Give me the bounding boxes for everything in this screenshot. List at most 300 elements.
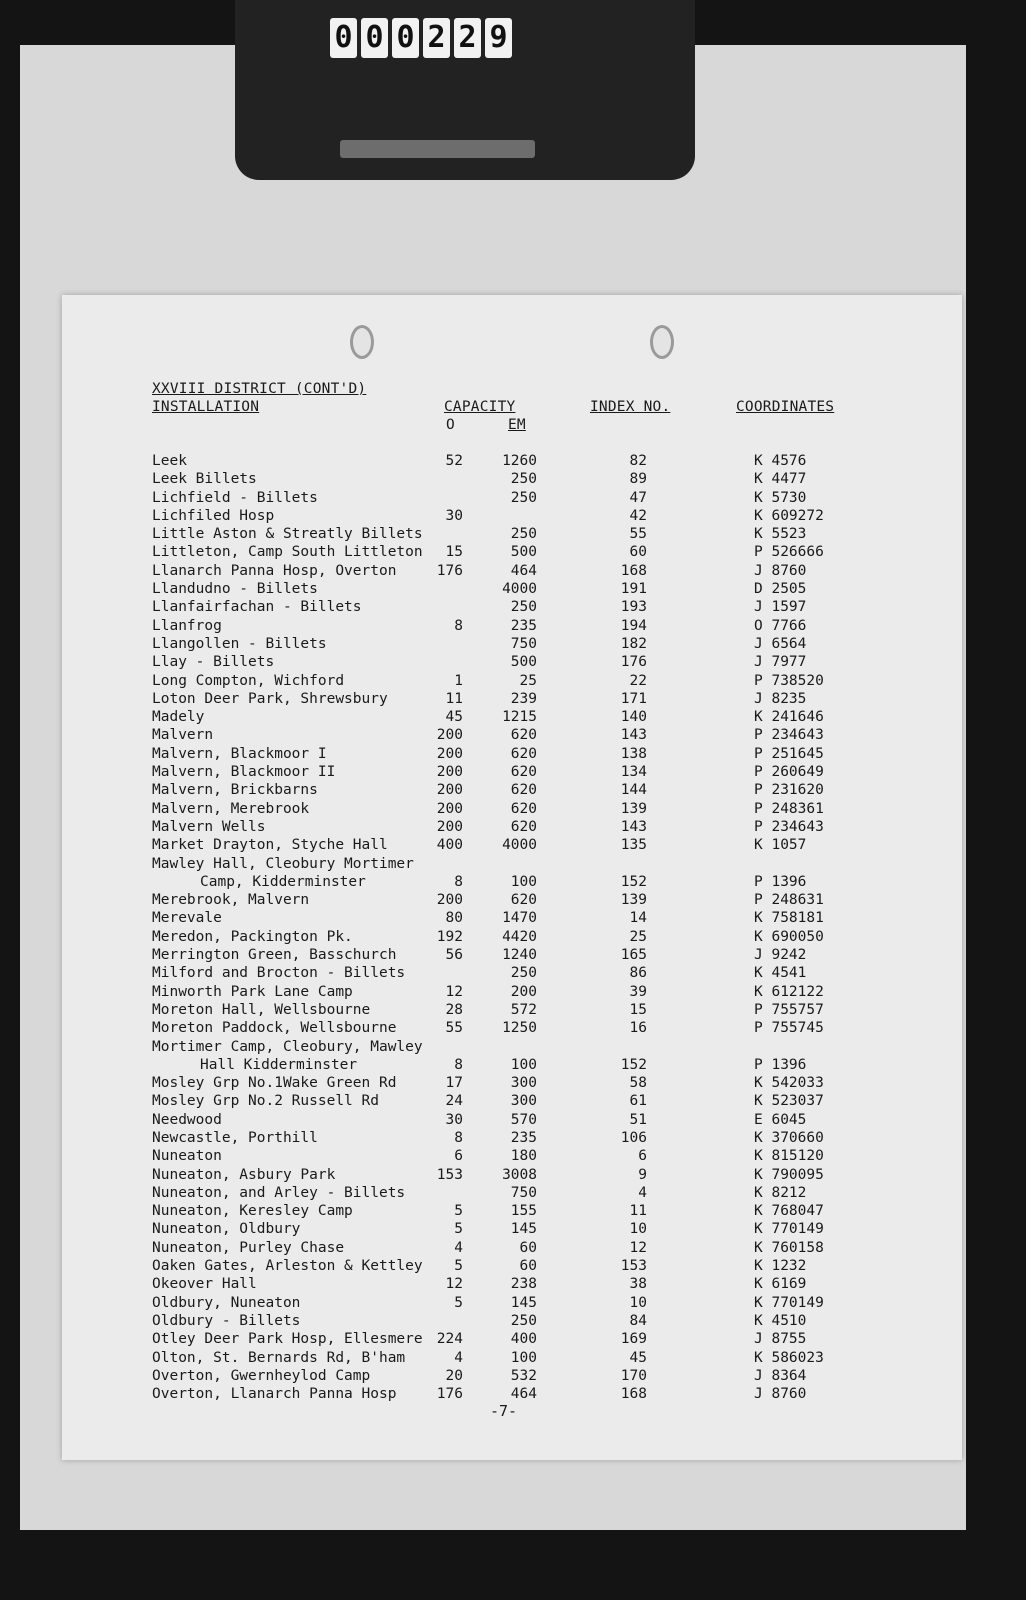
counter-digit: 2: [423, 18, 450, 58]
index-no: 39: [629, 983, 647, 1000]
installation-name: Nuneaton, Keresley Camp: [152, 1203, 353, 1220]
capacity-o: 30: [445, 1111, 463, 1128]
table-row: [62, 691, 962, 709]
coordinates: P 1396: [754, 1056, 807, 1073]
index-no: 171: [620, 690, 647, 707]
installation-name: Merrington Green, Basschurch: [152, 947, 397, 964]
coordinates: J 8755: [754, 1331, 807, 1348]
installation-name: Nuneaton, Oldbury: [152, 1221, 301, 1238]
index-no: 82: [629, 453, 647, 469]
table-row: [62, 1240, 962, 1258]
capacity-em: 572: [510, 1001, 537, 1018]
capacity-o: 17: [445, 1075, 463, 1092]
table-row: [62, 947, 962, 965]
index-no: 86: [629, 965, 647, 982]
capacity-em: 500: [510, 544, 537, 561]
capacity-em: 620: [510, 800, 537, 817]
table-row: [62, 837, 962, 855]
document-page: [62, 295, 962, 1460]
capacity-em: 620: [510, 818, 537, 835]
installation-name: Mosley Grp No.2 Russell Rd: [152, 1093, 379, 1110]
index-no: 42: [629, 507, 647, 524]
coordinates: P 234643: [754, 727, 824, 744]
index-no: 15: [629, 1001, 647, 1018]
capacity-em: 25: [519, 672, 537, 689]
coordinates: K 770149: [754, 1294, 824, 1311]
coordinates: P 755745: [754, 1020, 824, 1037]
table-row: [62, 1020, 962, 1038]
table-row: [62, 984, 962, 1002]
header-index-no: INDEX NO.: [590, 399, 671, 415]
capacity-em: 60: [519, 1239, 537, 1256]
coordinates: K 586023: [754, 1349, 824, 1366]
installation-name: Mortimer Camp, Cleobury, Mawley: [152, 1038, 423, 1055]
capacity-em: 250: [510, 599, 537, 616]
capacity-em: 145: [510, 1294, 537, 1311]
index-no: 152: [620, 1056, 647, 1073]
capacity-o: 8: [454, 617, 463, 634]
coordinates: K 690050: [754, 928, 824, 945]
installation-name: Malvern, Blackmoor II: [152, 764, 336, 781]
coordinates: K 815120: [754, 1148, 824, 1165]
table-row: [62, 1221, 962, 1239]
coordinates: K 612122: [754, 983, 824, 1000]
index-no: 55: [629, 526, 647, 543]
clip-slot: [340, 140, 535, 158]
installation-name: Minworth Park Lane Camp: [152, 983, 353, 1000]
index-no: 16: [629, 1020, 647, 1037]
capacity-o: 400: [436, 837, 463, 854]
coordinates: P 260649: [754, 764, 824, 781]
coordinates: K 5523: [754, 526, 807, 543]
installation-name: Otley Deer Park Hosp, Ellesmere: [152, 1331, 423, 1348]
index-no: 144: [620, 782, 647, 799]
capacity-o: 8: [454, 873, 463, 890]
capacity-o: 176: [436, 1386, 463, 1403]
coordinates: J 8235: [754, 690, 807, 707]
coordinates: K 760158: [754, 1239, 824, 1256]
capacity-em: 100: [510, 1056, 537, 1073]
capacity-o: 56: [445, 947, 463, 964]
table-row: [62, 654, 962, 672]
coordinates: K 523037: [754, 1093, 824, 1110]
index-no: 4: [638, 1184, 647, 1201]
installation-name: Nuneaton: [152, 1148, 222, 1165]
coordinates: P 755757: [754, 1001, 824, 1018]
capacity-em: 750: [510, 635, 537, 652]
table-row: [62, 618, 962, 636]
installation-name: Llanfrog: [152, 617, 222, 634]
capacity-em: 145: [510, 1221, 537, 1238]
capacity-em: 250: [510, 1312, 537, 1329]
installation-name: Oldbury - Billets: [152, 1312, 301, 1329]
capacity-em: 4000: [502, 837, 537, 854]
coordinates: K 1057: [754, 837, 807, 854]
index-no: 6: [638, 1148, 647, 1165]
table-row: [62, 709, 962, 727]
installation-name: Leek Billets: [152, 471, 257, 488]
coordinates: K 1232: [754, 1258, 807, 1275]
index-no: 143: [620, 818, 647, 835]
table-row: [62, 1167, 962, 1185]
capacity-o: 200: [436, 892, 463, 909]
capacity-em: 4420: [502, 928, 537, 945]
table-row: [62, 856, 962, 874]
index-no: 169: [620, 1331, 647, 1348]
table-row: [62, 1295, 962, 1313]
coordinates: P 231620: [754, 782, 824, 799]
capacity-o: 11: [445, 690, 463, 707]
capacity-o: 200: [436, 800, 463, 817]
capacity-o: 12: [445, 1276, 463, 1293]
capacity-o: 6: [454, 1148, 463, 1165]
installation-name: Overton, Llanarch Panna Hosp: [152, 1386, 397, 1403]
table-row: [62, 673, 962, 691]
table-row: [62, 1057, 962, 1075]
capacity-o: 55: [445, 1020, 463, 1037]
index-no: 153: [620, 1258, 647, 1275]
capacity-o: 45: [445, 709, 463, 726]
installation-name: Malvern, Merebrook: [152, 800, 310, 817]
coordinates: K 5730: [754, 489, 807, 506]
capacity-o: 153: [436, 1166, 463, 1183]
index-no: 45: [629, 1349, 647, 1366]
capacity-em: 1470: [502, 910, 537, 927]
index-no: 38: [629, 1276, 647, 1293]
installation-name: Leek: [152, 453, 187, 469]
capacity-em: 1260: [502, 453, 537, 469]
coordinates: P 234643: [754, 818, 824, 835]
index-no: 58: [629, 1075, 647, 1092]
installation-name: Malvern, Brickbarns: [152, 782, 318, 799]
capacity-em: 750: [510, 1184, 537, 1201]
installation-name: Hall Kidderminster: [200, 1056, 358, 1073]
table-row: [62, 526, 962, 544]
installation-name: Little Aston & Streatly Billets: [152, 526, 423, 543]
capacity-o: 224: [436, 1331, 463, 1348]
coordinates: K 790095: [754, 1166, 824, 1183]
installation-name: Newcastle, Porthill: [152, 1129, 318, 1146]
counter-digit: 0: [392, 18, 419, 58]
table-row: [62, 1112, 962, 1130]
index-no: 170: [620, 1367, 647, 1384]
index-no: 138: [620, 745, 647, 762]
capacity-o: 5: [454, 1203, 463, 1220]
capacity-o: 176: [436, 562, 463, 579]
installation-name: Malvern Wells: [152, 818, 266, 835]
coordinates: P 526666: [754, 544, 824, 561]
counter-digit: 0: [361, 18, 388, 58]
capacity-em: 300: [510, 1075, 537, 1092]
counter-digit: 2: [454, 18, 481, 58]
capacity-em: 180: [510, 1148, 537, 1165]
installation-name: Oaken Gates, Arleston & Kettley: [152, 1258, 423, 1275]
capacity-em: 238: [510, 1276, 537, 1293]
installation-name: Llangollen - Billets: [152, 635, 327, 652]
capacity-o: 80: [445, 910, 463, 927]
index-no: 194: [620, 617, 647, 634]
index-no: 14: [629, 910, 647, 927]
table-row: [62, 1258, 962, 1276]
index-no: 143: [620, 727, 647, 744]
installation-name: Nuneaton, and Arley - Billets: [152, 1184, 406, 1201]
coordinates: K 768047: [754, 1203, 824, 1220]
installation-table: [62, 453, 962, 1404]
table-row: [62, 563, 962, 581]
table-row: [62, 1002, 962, 1020]
index-no: 135: [620, 837, 647, 854]
installation-name: Llanarch Panna Hosp, Overton: [152, 562, 397, 579]
index-no: 106: [620, 1129, 647, 1146]
table-row: [62, 581, 962, 599]
coordinates: O 7766: [754, 617, 807, 634]
table-row: [62, 910, 962, 928]
capacity-o: 5: [454, 1221, 463, 1238]
index-no: 11: [629, 1203, 647, 1220]
coordinates: K 4541: [754, 965, 807, 982]
capacity-em: 250: [510, 489, 537, 506]
coordinates: P 1396: [754, 873, 807, 890]
capacity-o: 8: [454, 1129, 463, 1146]
capacity-em: 235: [510, 617, 537, 634]
capacity-em: 235: [510, 1129, 537, 1146]
index-no: 51: [629, 1111, 647, 1128]
coordinates: K 6169: [754, 1276, 807, 1293]
installation-name: Malvern, Blackmoor I: [152, 745, 327, 762]
coordinates: E 6045: [754, 1111, 807, 1128]
table-row: [62, 1093, 962, 1111]
installation-name: Merebrook, Malvern: [152, 892, 310, 909]
installation-name: Llanfairfachan - Billets: [152, 599, 362, 616]
coordinates: K 8212: [754, 1184, 807, 1201]
installation-name: Moreton Hall, Wellsbourne: [152, 1001, 371, 1018]
capacity-em: 3008: [502, 1166, 537, 1183]
frame-counter: [330, 18, 512, 60]
table-row: [62, 1276, 962, 1294]
district-title: XXVIII DISTRICT (CONT'D): [152, 381, 367, 397]
installation-name: Littleton, Camp South Littleton: [152, 544, 423, 561]
capacity-em: 620: [510, 745, 537, 762]
table-row: [62, 764, 962, 782]
table-row: [62, 746, 962, 764]
capacity-em: 250: [510, 526, 537, 543]
coordinates: J 6564: [754, 635, 807, 652]
capacity-em: 100: [510, 873, 537, 890]
table-row: [62, 1148, 962, 1166]
coordinates: J 7977: [754, 654, 807, 671]
coordinates: K 609272: [754, 507, 824, 524]
table-row: [62, 965, 962, 983]
index-no: 168: [620, 1386, 647, 1403]
installation-name: Camp, Kidderminster: [200, 873, 366, 890]
coordinates: P 738520: [754, 672, 824, 689]
installation-name: Llandudno - Billets: [152, 581, 318, 598]
punch-hole: [350, 325, 374, 359]
capacity-o: 4: [454, 1239, 463, 1256]
capacity-em: 200: [510, 983, 537, 1000]
installation-name: Moreton Paddock, Wellsbourne: [152, 1020, 397, 1037]
counter-digit: 0: [330, 18, 357, 58]
capacity-em: 4000: [502, 581, 537, 598]
capacity-o: 1: [454, 672, 463, 689]
coordinates: J 8760: [754, 1386, 807, 1403]
capacity-em: 250: [510, 965, 537, 982]
table-row: [62, 1203, 962, 1221]
coordinates: K 241646: [754, 709, 824, 726]
installation-name: Needwood: [152, 1111, 222, 1128]
table-row: [62, 636, 962, 654]
coordinates: K 4510: [754, 1312, 807, 1329]
installation-name: Mosley Grp No.1Wake Green Rd: [152, 1075, 397, 1092]
table-row: [62, 782, 962, 800]
index-no: 25: [629, 928, 647, 945]
installation-name: Meredon, Packington Pk.: [152, 928, 353, 945]
coordinates: K 770149: [754, 1221, 824, 1238]
index-no: 12: [629, 1239, 647, 1256]
capacity-em: 532: [510, 1367, 537, 1384]
table-row: [62, 508, 962, 526]
capacity-em: 300: [510, 1093, 537, 1110]
punch-hole: [650, 325, 674, 359]
index-no: 84: [629, 1312, 647, 1329]
index-no: 10: [629, 1294, 647, 1311]
capacity-o: 20: [445, 1367, 463, 1384]
capacity-em: 1250: [502, 1020, 537, 1037]
table-row: [62, 1350, 962, 1368]
coordinates: J 9242: [754, 947, 807, 964]
table-row: [62, 1331, 962, 1349]
installation-name: Llay - Billets: [152, 654, 275, 671]
table-row: [62, 1368, 962, 1386]
table-row: [62, 599, 962, 617]
installation-name: Market Drayton, Styche Hall: [152, 837, 388, 854]
table-row: [62, 490, 962, 508]
installation-name: Okeover Hall: [152, 1276, 257, 1293]
coordinates: P 248631: [754, 892, 824, 909]
installation-name: Malvern: [152, 727, 214, 744]
header-capacity: CAPACITY: [444, 399, 516, 415]
index-no: 60: [629, 544, 647, 561]
capacity-em: 620: [510, 727, 537, 744]
capacity-o: 24: [445, 1093, 463, 1110]
capacity-o: 8: [454, 1056, 463, 1073]
index-no: 152: [620, 873, 647, 890]
table-row: [62, 874, 962, 892]
index-no: 140: [620, 709, 647, 726]
capacity-em: 1215: [502, 709, 537, 726]
index-no: 165: [620, 947, 647, 964]
index-no: 22: [629, 672, 647, 689]
header-installation: INSTALLATION: [152, 399, 260, 415]
capacity-em: 620: [510, 892, 537, 909]
table-row: [62, 1075, 962, 1093]
capacity-o: 200: [436, 782, 463, 799]
installation-name: Mawley Hall, Cleobury Mortimer: [152, 855, 414, 872]
index-no: 10: [629, 1221, 647, 1238]
coordinates: J 1597: [754, 599, 807, 616]
coordinates: D 2505: [754, 581, 807, 598]
index-no: 47: [629, 489, 647, 506]
capacity-o: 200: [436, 745, 463, 762]
installation-name: Loton Deer Park, Shrewsbury: [152, 690, 388, 707]
index-no: 191: [620, 581, 647, 598]
index-no: 139: [620, 892, 647, 909]
counter-digit: 9: [485, 18, 512, 58]
index-no: 168: [620, 562, 647, 579]
table-row: [62, 819, 962, 837]
capacity-em: 1240: [502, 947, 537, 964]
capacity-em: 155: [510, 1203, 537, 1220]
coordinates: K 758181: [754, 910, 824, 927]
installation-name: Nuneaton, Asbury Park: [152, 1166, 336, 1183]
coordinates: K 4576: [754, 453, 807, 469]
index-no: 89: [629, 471, 647, 488]
table-row: [62, 892, 962, 910]
capacity-o: 200: [436, 818, 463, 835]
capacity-em: 100: [510, 1349, 537, 1366]
index-no: 134: [620, 764, 647, 781]
table-row: [62, 727, 962, 745]
installation-name: Merevale: [152, 910, 222, 927]
installation-name: Lichfiled Hosp: [152, 507, 275, 524]
header-capacity-o: O: [446, 417, 455, 433]
capacity-em: 620: [510, 782, 537, 799]
capacity-o: 200: [436, 727, 463, 744]
capacity-em: 464: [510, 562, 537, 579]
capacity-em: 620: [510, 764, 537, 781]
table-row: [62, 1130, 962, 1148]
coordinates: K 4477: [754, 471, 807, 488]
installation-name: Lichfield - Billets: [152, 489, 318, 506]
installation-name: Overton, Gwernheylod Camp: [152, 1367, 371, 1384]
table-row: [62, 1185, 962, 1203]
installation-name: Nuneaton, Purley Chase: [152, 1239, 345, 1256]
capacity-o: 192: [436, 928, 463, 945]
table-row: [62, 544, 962, 562]
coordinates: K 370660: [754, 1129, 824, 1146]
capacity-o: 5: [454, 1294, 463, 1311]
header-coordinates: COORDINATES: [736, 399, 835, 415]
index-no: 9: [638, 1166, 647, 1183]
table-row: [62, 929, 962, 947]
capacity-o: 15: [445, 544, 463, 561]
header-capacity-em: EM: [508, 417, 526, 433]
index-no: 61: [629, 1093, 647, 1110]
installation-name: Madely: [152, 709, 205, 726]
coordinates: P 248361: [754, 800, 824, 817]
table-row: [62, 471, 962, 489]
table-row: [62, 1313, 962, 1331]
capacity-em: 60: [519, 1258, 537, 1275]
capacity-o: 52: [445, 453, 463, 469]
capacity-o: 30: [445, 507, 463, 524]
capacity-o: 200: [436, 764, 463, 781]
table-row: [62, 1039, 962, 1057]
installation-name: Milford and Brocton - Billets: [152, 965, 406, 982]
installation-name: Long Compton, Wichford: [152, 672, 345, 689]
capacity-em: 239: [510, 690, 537, 707]
capacity-o: 5: [454, 1258, 463, 1275]
table-row: [62, 453, 962, 471]
coordinates: J 8364: [754, 1367, 807, 1384]
capacity-em: 250: [510, 471, 537, 488]
index-no: 176: [620, 654, 647, 671]
capacity-o: 12: [445, 983, 463, 1000]
capacity-em: 400: [510, 1331, 537, 1348]
capacity-o: 28: [445, 1001, 463, 1018]
index-no: 139: [620, 800, 647, 817]
index-no: 193: [620, 599, 647, 616]
